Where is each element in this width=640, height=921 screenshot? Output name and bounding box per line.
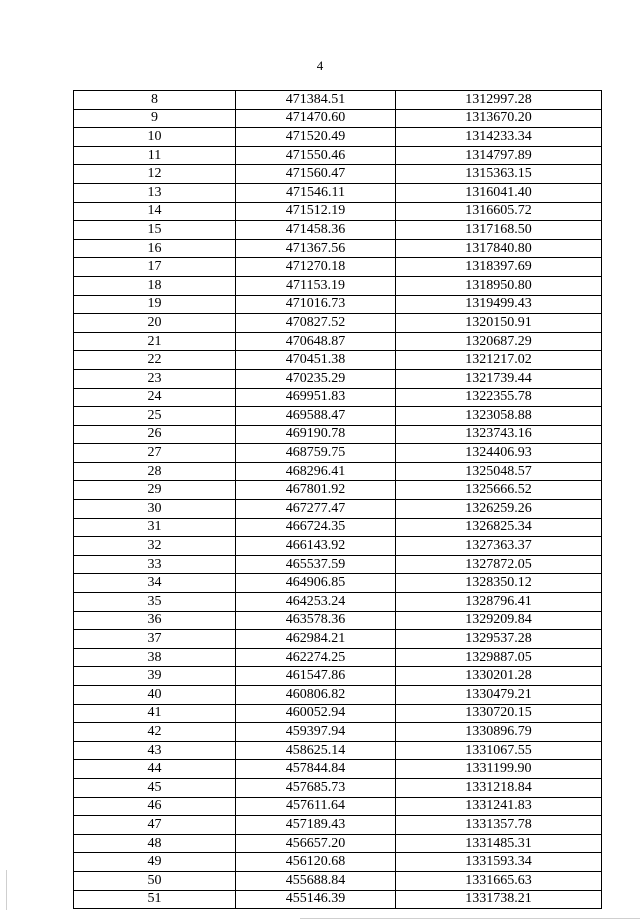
point-number-cell: 41 [74,704,236,723]
y-coordinate-cell: 1317168.50 [396,221,602,240]
y-coordinate-cell: 1326825.34 [396,518,602,537]
y-coordinate-cell: 1317840.80 [396,239,602,258]
y-coordinate-cell: 1329887.05 [396,648,602,667]
y-coordinate-cell: 1329537.28 [396,630,602,649]
x-coordinate-cell: 471153.19 [236,276,396,295]
table-row [74,369,602,388]
table-row [74,128,602,147]
y-coordinate-cell: 1330201.28 [396,667,602,686]
table-row [74,183,602,202]
x-coordinate-cell: 457685.73 [236,778,396,797]
x-coordinate-cell: 459397.94 [236,723,396,742]
table-row [74,760,602,779]
y-coordinate-cell: 1327363.37 [396,537,602,556]
x-coordinate-cell: 460052.94 [236,704,396,723]
point-number-cell: 50 [74,871,236,890]
x-coordinate-cell: 466143.92 [236,537,396,556]
point-number-cell: 43 [74,741,236,760]
y-coordinate-cell: 1314797.89 [396,146,602,165]
point-number-cell: 35 [74,593,236,612]
y-coordinate-cell: 1318950.80 [396,276,602,295]
point-number-cell: 51 [74,890,236,909]
y-coordinate-cell: 1321217.02 [396,351,602,370]
x-coordinate-cell: 471550.46 [236,146,396,165]
x-coordinate-cell: 463578.36 [236,611,396,630]
x-coordinate-cell: 470235.29 [236,369,396,388]
table-row [74,611,602,630]
y-coordinate-cell: 1326259.26 [396,500,602,519]
point-number-cell: 45 [74,778,236,797]
table-row [74,332,602,351]
table-row [74,351,602,370]
y-coordinate-cell: 1323743.16 [396,425,602,444]
y-coordinate-cell: 1313670.20 [396,109,602,128]
y-coordinate-cell: 1316041.40 [396,183,602,202]
table-row [74,221,602,240]
y-coordinate-cell: 1331665.63 [396,871,602,890]
y-coordinate-cell: 1325048.57 [396,462,602,481]
x-coordinate-cell: 456657.20 [236,834,396,853]
y-coordinate-cell: 1316605.72 [396,202,602,221]
y-coordinate-cell: 1320687.29 [396,332,602,351]
table-row [74,146,602,165]
point-number-cell: 47 [74,816,236,835]
x-coordinate-cell: 464906.85 [236,574,396,593]
table-row [74,890,602,909]
point-number-cell: 9 [74,109,236,128]
x-coordinate-cell: 470827.52 [236,314,396,333]
y-coordinate-cell: 1324406.93 [396,444,602,463]
point-number-cell: 14 [74,202,236,221]
point-number-cell: 8 [74,91,236,110]
point-number-cell: 21 [74,332,236,351]
point-number-cell: 33 [74,555,236,574]
x-coordinate-cell: 464253.24 [236,593,396,612]
point-number-cell: 16 [74,239,236,258]
point-number-cell: 27 [74,444,236,463]
point-number-cell: 40 [74,686,236,705]
table-row [74,314,602,333]
x-coordinate-cell: 468759.75 [236,444,396,463]
x-coordinate-cell: 469588.47 [236,407,396,426]
x-coordinate-cell: 467277.47 [236,500,396,519]
point-number-cell: 19 [74,295,236,314]
x-coordinate-cell: 460806.82 [236,686,396,705]
point-number-cell: 44 [74,760,236,779]
page-number: 4 [316,58,324,73]
point-number-cell: 25 [74,407,236,426]
point-number-cell: 17 [74,258,236,277]
x-coordinate-cell: 469190.78 [236,425,396,444]
y-coordinate-cell: 1331593.34 [396,853,602,872]
table-row [74,816,602,835]
y-coordinate-cell: 1312997.28 [396,91,602,110]
x-coordinate-cell: 461547.86 [236,667,396,686]
coordinates-table [73,90,602,909]
coordinates-table-body [74,91,602,909]
x-coordinate-cell: 458625.14 [236,741,396,760]
point-number-cell: 32 [74,537,236,556]
y-coordinate-cell: 1331067.55 [396,741,602,760]
table-row [74,239,602,258]
point-number-cell: 11 [74,146,236,165]
y-coordinate-cell: 1314233.34 [396,128,602,147]
table-row [74,165,602,184]
point-number-cell: 12 [74,165,236,184]
point-number-cell: 13 [74,183,236,202]
table-row [74,834,602,853]
x-coordinate-cell: 455146.39 [236,890,396,909]
x-coordinate-cell: 467801.92 [236,481,396,500]
point-number-cell: 23 [74,369,236,388]
table-row [74,462,602,481]
x-coordinate-cell: 471367.56 [236,239,396,258]
point-number-cell: 34 [74,574,236,593]
point-number-cell: 18 [74,276,236,295]
table-row [74,518,602,537]
x-coordinate-cell: 465537.59 [236,555,396,574]
x-coordinate-cell: 470451.38 [236,351,396,370]
x-coordinate-cell: 468296.41 [236,462,396,481]
y-coordinate-cell: 1328796.41 [396,593,602,612]
point-number-cell: 15 [74,221,236,240]
table-row [74,853,602,872]
table-row [74,202,602,221]
y-coordinate-cell: 1323058.88 [396,407,602,426]
y-coordinate-cell: 1330896.79 [396,723,602,742]
point-number-cell: 49 [74,853,236,872]
table-row [74,723,602,742]
scan-edge-mark [6,870,7,910]
x-coordinate-cell: 471270.18 [236,258,396,277]
x-coordinate-cell: 471470.60 [236,109,396,128]
y-coordinate-cell: 1321739.44 [396,369,602,388]
y-coordinate-cell: 1331199.90 [396,760,602,779]
table-row [74,258,602,277]
table-row [74,425,602,444]
table-row [74,686,602,705]
table-row [74,667,602,686]
table-row [74,871,602,890]
y-coordinate-cell: 1331738.21 [396,890,602,909]
table-row [74,407,602,426]
x-coordinate-cell: 471016.73 [236,295,396,314]
x-coordinate-cell: 455688.84 [236,871,396,890]
y-coordinate-cell: 1329209.84 [396,611,602,630]
y-coordinate-cell: 1331357.78 [396,816,602,835]
y-coordinate-cell: 1331485.31 [396,834,602,853]
x-coordinate-cell: 471546.11 [236,183,396,202]
table-row [74,630,602,649]
table-row [74,295,602,314]
point-number-cell: 30 [74,500,236,519]
y-coordinate-cell: 1318397.69 [396,258,602,277]
table-row [74,593,602,612]
x-coordinate-cell: 457189.43 [236,816,396,835]
table-row [74,778,602,797]
y-coordinate-cell: 1322355.78 [396,388,602,407]
point-number-cell: 42 [74,723,236,742]
x-coordinate-cell: 471384.51 [236,91,396,110]
y-coordinate-cell: 1330720.15 [396,704,602,723]
x-coordinate-cell: 469951.83 [236,388,396,407]
x-coordinate-cell: 471458.36 [236,221,396,240]
y-coordinate-cell: 1319499.43 [396,295,602,314]
point-number-cell: 20 [74,314,236,333]
y-coordinate-cell: 1325666.52 [396,481,602,500]
point-number-cell: 38 [74,648,236,667]
table-row [74,555,602,574]
x-coordinate-cell: 456120.68 [236,853,396,872]
x-coordinate-cell: 462984.21 [236,630,396,649]
scan-edge-mark [300,918,640,919]
point-number-cell: 28 [74,462,236,481]
point-number-cell: 10 [74,128,236,147]
point-number-cell: 24 [74,388,236,407]
y-coordinate-cell: 1327872.05 [396,555,602,574]
x-coordinate-cell: 457844.84 [236,760,396,779]
point-number-cell: 36 [74,611,236,630]
table-row [74,574,602,593]
table-row [74,388,602,407]
table-row [74,648,602,667]
x-coordinate-cell: 457611.64 [236,797,396,816]
point-number-cell: 39 [74,667,236,686]
table-row [74,741,602,760]
point-number-cell: 26 [74,425,236,444]
table-row [74,91,602,110]
y-coordinate-cell: 1315363.15 [396,165,602,184]
x-coordinate-cell: 471520.49 [236,128,396,147]
table-row [74,276,602,295]
table-row [74,481,602,500]
y-coordinate-cell: 1331218.84 [396,778,602,797]
table-row [74,500,602,519]
table-row [74,537,602,556]
point-number-cell: 31 [74,518,236,537]
point-number-cell: 46 [74,797,236,816]
point-number-cell: 22 [74,351,236,370]
x-coordinate-cell: 471560.47 [236,165,396,184]
y-coordinate-cell: 1328350.12 [396,574,602,593]
y-coordinate-cell: 1330479.21 [396,686,602,705]
point-number-cell: 48 [74,834,236,853]
table-row [74,704,602,723]
table-row [74,797,602,816]
point-number-cell: 29 [74,481,236,500]
x-coordinate-cell: 471512.19 [236,202,396,221]
x-coordinate-cell: 470648.87 [236,332,396,351]
table-row [74,109,602,128]
table-row [74,444,602,463]
x-coordinate-cell: 462274.25 [236,648,396,667]
y-coordinate-cell: 1320150.91 [396,314,602,333]
y-coordinate-cell: 1331241.83 [396,797,602,816]
x-coordinate-cell: 466724.35 [236,518,396,537]
point-number-cell: 37 [74,630,236,649]
